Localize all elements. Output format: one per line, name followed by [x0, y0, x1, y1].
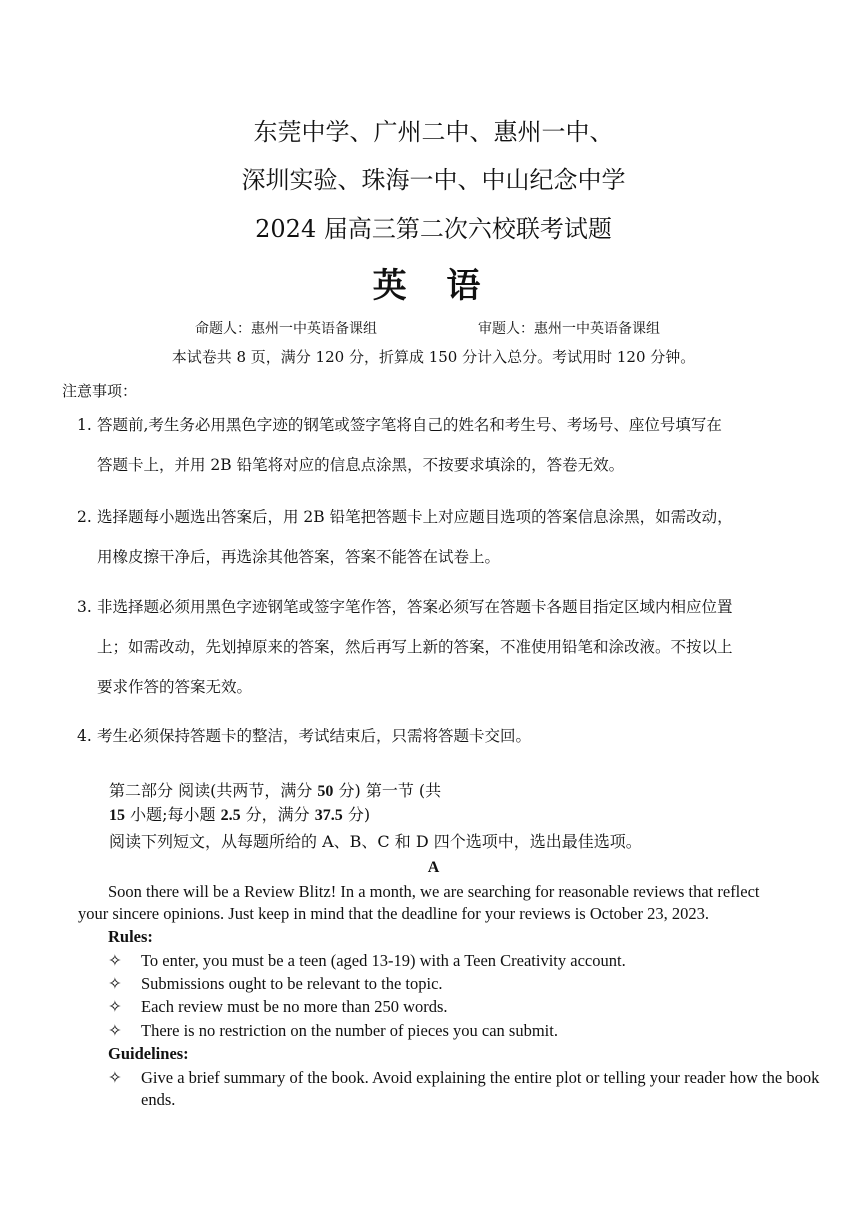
- schools-line-1: 东莞中学、广州二中、惠州一中、: [253, 118, 614, 146]
- rules-label: Rules:: [108, 927, 153, 946]
- exam-title: 2024 届高三第二次六校联考试题: [255, 215, 612, 243]
- subject-title: 英 语: [372, 266, 495, 306]
- notice-item-line: 答题卡上，并用 2B 铅笔将对应的信息点涂黑，不按要求填涂的，答卷无效。: [97, 456, 625, 474]
- section-text: 分) 第一节 (共: [333, 781, 442, 800]
- section-heading-line-1: [109, 779, 441, 804]
- passage-intro: [78, 881, 818, 925]
- section-text: 分): [342, 805, 371, 824]
- notice-item-line: 答题前,考生务必用黑色字迹的钢笔或签字笔将自己的姓名和考生号、考场号、座位号填写在: [97, 416, 722, 434]
- rule-item: [108, 996, 820, 1018]
- notice-item-number: 1.: [77, 416, 92, 434]
- guidelines-label: Guidelines:: [108, 1044, 189, 1063]
- notice-item-number: 2.: [77, 508, 92, 526]
- guideline-item: [108, 1067, 820, 1111]
- rule-text: There is no restriction on the number of pieces you can submit.: [141, 1021, 558, 1040]
- sparkle-bullet-icon: ✧: [108, 951, 122, 970]
- rule-item: [108, 973, 820, 995]
- notice-heading: 注意事项：: [62, 382, 138, 400]
- sparkle-bullet-icon: ✧: [108, 997, 122, 1016]
- notice-item-line: 上；如需改动，先划掉原来的答案，然后再写上新的答案，不准使用铅笔和涂改液。不按以上: [97, 638, 733, 656]
- rule-item: [108, 950, 820, 972]
- passage-intro-line: your sincere opinions. Just keep in mind that the deadline for your reviews is October 23, 2023.: [78, 904, 709, 923]
- sparkle-bullet-icon: ✧: [108, 974, 122, 993]
- exam-info: 本试卷共 8 页，满分 120 分，折算成 150 分计入总分。考试用时 120 分钟。: [171, 348, 696, 366]
- passage-intro-line: Soon there will be a Review Blitz! In a month, we are searching for reasonable reviews that reflect: [108, 882, 760, 901]
- rule-text: Each review must be no more than 250 words.: [141, 997, 448, 1016]
- section-instruction: 阅读下列短文，从每题所给的 A、B、C 和 D 四个选项中，选出最佳选项。: [109, 832, 642, 851]
- section-text: 小题;每小题: [125, 805, 221, 824]
- schools-line-2: 深圳实验、珠海一中、中山纪念中学: [241, 166, 626, 194]
- notice-item-number: 3.: [77, 598, 92, 616]
- sparkle-bullet-icon: ✧: [108, 1021, 122, 1040]
- notice-item-number: 4.: [77, 727, 92, 745]
- sparkle-bullet-icon: ✧: [108, 1068, 122, 1087]
- notice-item-line: 考生必须保持答题卡的整洁，考试结束后，只需将答题卡交回。: [97, 727, 532, 745]
- notice-item-4: [77, 716, 817, 756]
- rule-text: Submissions ought to be relevant to the topic.: [141, 974, 443, 993]
- rule-item: [108, 1020, 820, 1042]
- passage-title: A: [427, 859, 440, 876]
- section-score: 2.5: [220, 807, 241, 824]
- section-score: 37.5: [314, 807, 343, 824]
- notice-item-1: [77, 405, 817, 485]
- question-setter: 命题人：惠州一中英语备课组: [195, 321, 377, 337]
- notice-item-line: 用橡皮擦干净后，再选涂其他答案，答案不能答在试卷上。: [97, 548, 501, 566]
- question-reviewer: 审题人：惠州一中英语备课组: [478, 321, 660, 337]
- rule-text: To enter, you must be a teen (aged 13-19) with a Teen Creativity account.: [141, 951, 626, 970]
- notice-item-2: [77, 497, 817, 577]
- notice-item-line: 非选择题必须用黑色字迹钢笔或签字笔作答，答案必须写在答题卡各题目指定区域内相应位置: [97, 598, 733, 616]
- section-count: 15: [109, 807, 125, 824]
- section-text: 分，满分: [240, 805, 315, 824]
- section-heading-line-2: [109, 803, 370, 828]
- section-score: 50: [317, 783, 334, 800]
- notice-item-line: 要求作答的答案无效。: [97, 678, 253, 696]
- notice-item-3: [77, 587, 817, 707]
- notice-item-line: 选择题每小题选出答案后，用 2B 铅笔把答题卡上对应题目选项的答案信息涂黑，如需改动，: [97, 508, 733, 526]
- guideline-text: Give a brief summary of the book. Avoid explaining the entire plot or telling your reader how the book ends.: [141, 1068, 820, 1109]
- section-text: 第二部分 阅读(共两节，满分: [109, 781, 318, 800]
